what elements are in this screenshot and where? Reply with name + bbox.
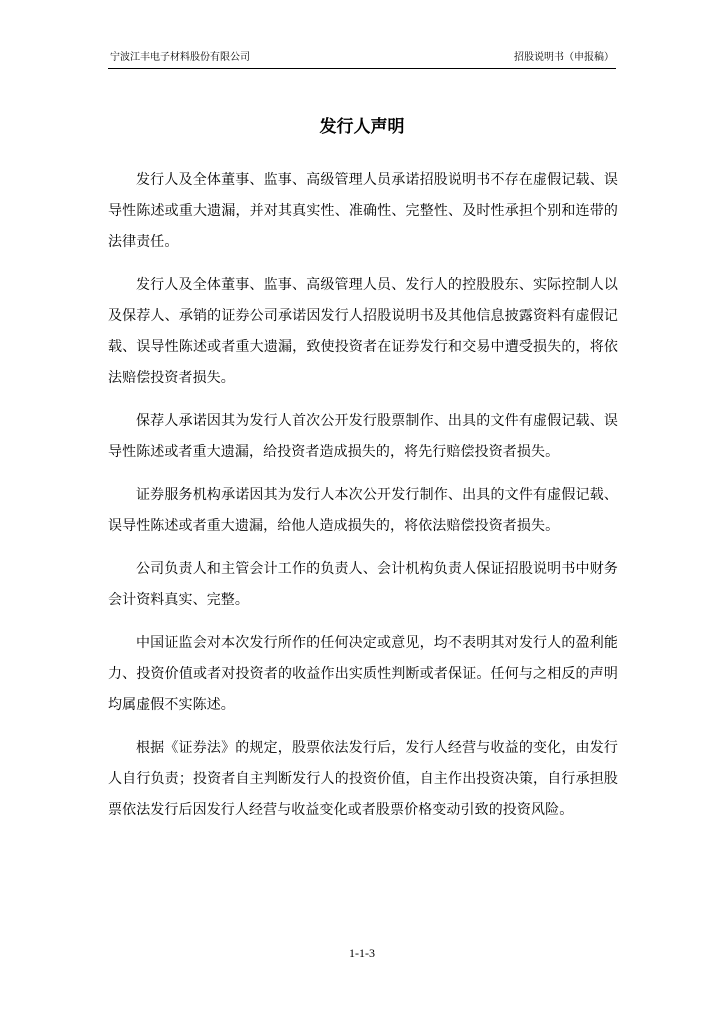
paragraph-csrc-disclaimer: 中国证监会对本次发行所作的任何决定或意见，均不表明其对发行人的盈利能力、投资价值或者对投资者的收益作出实质性判断或者保证。任何与之相反的声明均属虚假不实陈述。 [108, 635, 618, 713]
paragraph-issuer-commitment: 发行人及全体董事、监事、高级管理人员承诺招股说明书不存在虚假记载、误导性陈述或重大遗漏，并对其真实性、准确性、完整性、及时性承担个别和连带的法律责任。 [108, 172, 618, 250]
paragraph-compensation-commitment: 发行人及全体董事、监事、高级管理人员、发行人的控股股东、实际控制人以及保荐人、承销的证券公司承诺因发行人招股说明书及其他信息披露资料有虚假记载、误导性陈述或者重大遗漏，致使投资者在证券发行和交易中遭受损失的，将依法赔偿投资者损失。 [108, 277, 618, 386]
page-number: 1-1-3 [349, 946, 375, 960]
paragraph-sponsor-commitment: 保荐人承诺因其为发行人首次公开发行股票制作、出具的文件有虚假记载、误导性陈述或者重大遗漏，给投资者造成损失的，将先行赔偿投资者损失。 [108, 413, 618, 460]
page-title: 发行人声明 [319, 117, 405, 137]
header-document-type: 招股说明书（申报稿） [514, 52, 614, 63]
paragraph-accounting-guarantee: 公司负责人和主管会计工作的负责人、会计机构负责人保证招股说明书中财务会计资料真实、完整。 [108, 561, 618, 608]
header-company-name: 宁波江丰电子材料股份有限公司 [110, 52, 250, 63]
document-body [108, 165, 618, 838]
paragraph-service-institution-commitment: 证券服务机构承诺因其为发行人本次公开发行制作、出具的文件有虚假记载、误导性陈述或者重大遗漏，给他人造成损失的，将依法赔偿投资者损失。 [108, 487, 618, 534]
page-header [108, 52, 616, 69]
paragraph-securities-law-risk: 根据《证券法》的规定，股票依法发行后，发行人经营与收益的变化，由发行人自行负责；投资者自主判断发行人的投资价值，自主作出投资决策，自行承担股票依法发行后因发行人经营与收益变化或者股票价格变动引致的投资风险。 [108, 740, 618, 818]
